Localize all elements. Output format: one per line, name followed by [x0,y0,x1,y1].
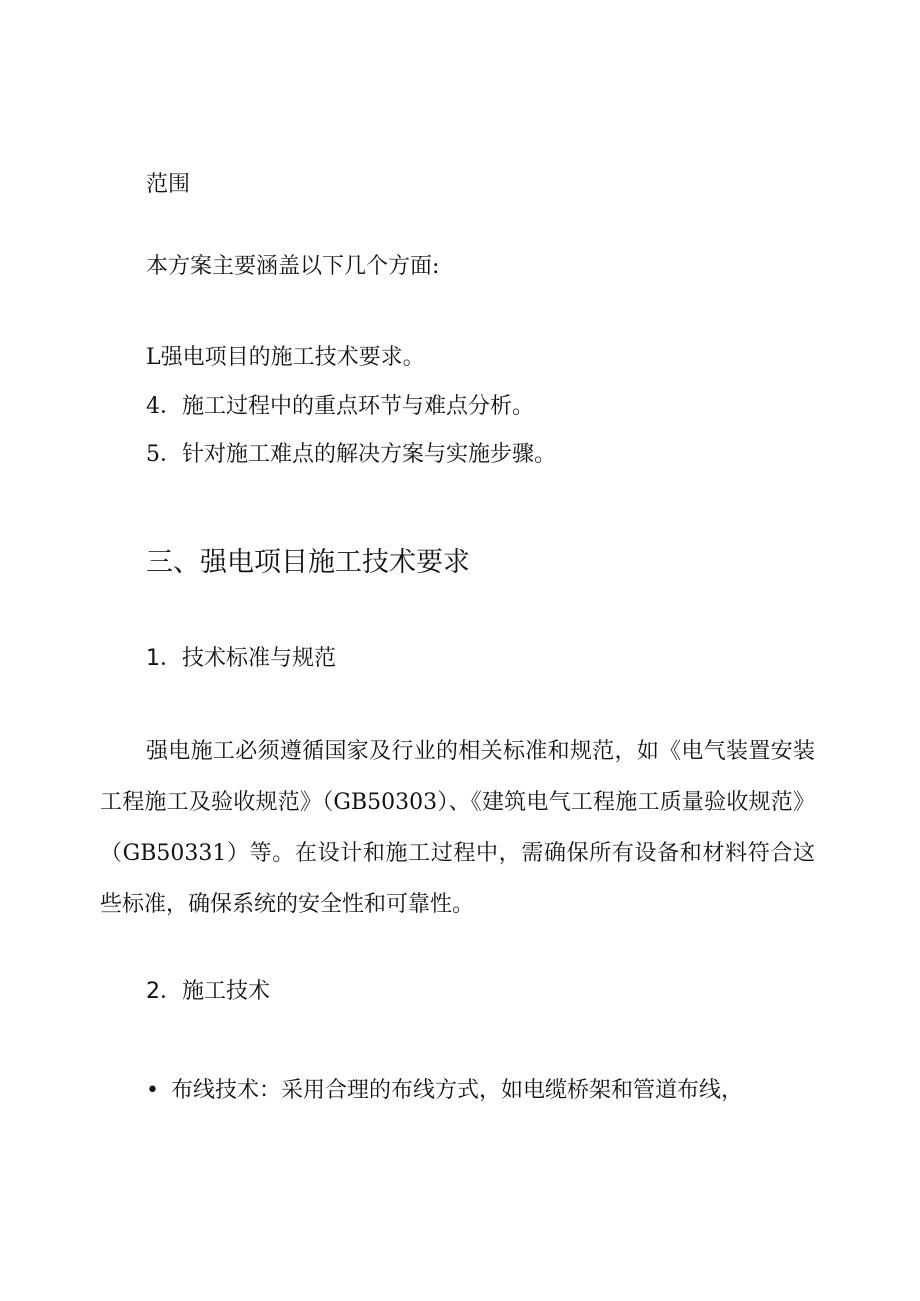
bullet-text: 采用合理的布线方式，如电缆桥架和管道布线， [281,1078,744,1103]
bullet-item-wiring [146,1076,743,1106]
scope-item-3: 5．针对施工难点的解决方案与实施步骤。 [146,442,556,467]
scope-item-2: 4．施工过程中的重点环节与难点分析。 [146,394,534,419]
scope-item-1: L强电项目的施工技术要求。 [146,345,425,370]
scope-heading: 范围 [146,172,191,197]
subsection-1-paragraph: 强电施工必须遵循国家及行业的相关标准和规范，如《电气装置安装工程施工及验收规范》（GB50303）、《建筑电气工程施工质量验收规范》（GB50331）等。在设计和施工过程中，需确保所有设备和材料符合这些标准，确保系统的安全性和可靠性。 [100,739,815,917]
bullet-label: 布线技术： [170,1078,281,1103]
section-3-title: 三、强电项目施工技术要求 [146,547,470,578]
bullet-dot-icon: • [146,1078,159,1103]
scope-intro: 本方案主要涵盖以下几个方面: [146,254,440,279]
subsection-2-title: 2．施工技术 [146,979,270,1004]
subsection-1-title: 1．技术标准与规范 [146,646,336,671]
